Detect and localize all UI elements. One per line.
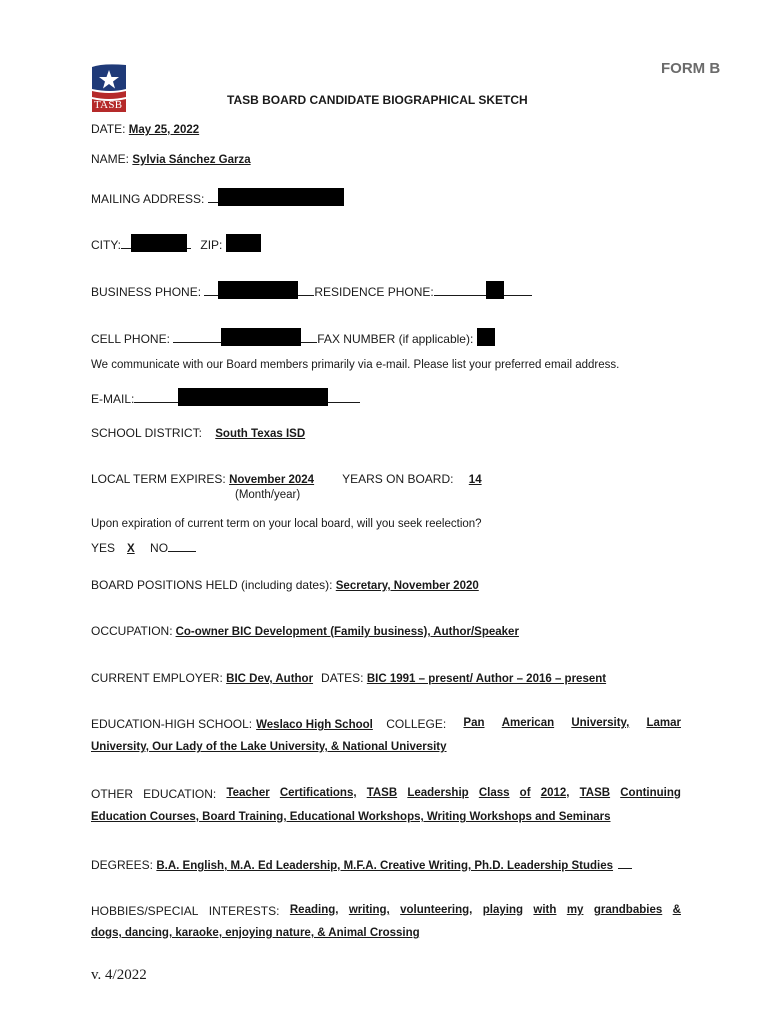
- phone-row: [91, 281, 532, 299]
- redacted-email: [178, 388, 328, 406]
- email-label: E-MAIL:: [91, 392, 135, 406]
- residence-phone-label: RESIDENCE PHONE:: [314, 285, 434, 299]
- cell-phone-label: CELL PHONE:: [91, 332, 170, 346]
- board-positions-label: BOARD POSITIONS HELD (including dates):: [91, 578, 333, 592]
- hobbies-word: &: [672, 904, 681, 916]
- redacted-residence-phone: [486, 281, 504, 299]
- current-employer-label: CURRENT EMPLOYER:: [91, 671, 223, 685]
- redacted-city: [131, 234, 187, 252]
- hobbies-line-2: dogs, dancing, karaoke, enjoying nature, & Animal Crossing: [91, 927, 420, 939]
- yes-mark: X: [127, 543, 135, 555]
- school-district-label: SCHOOL DISTRICT:: [91, 426, 202, 440]
- yes-label: YES: [91, 541, 116, 555]
- blank-line: [134, 391, 178, 403]
- dates-label: DATES:: [321, 671, 364, 685]
- college-word: American: [501, 717, 555, 729]
- blank-line: [504, 284, 532, 296]
- hobbies-line-1: [91, 904, 681, 918]
- school-district-value: South Texas ISD: [215, 428, 306, 440]
- zip-label: ZIP:: [200, 238, 223, 252]
- other-education-label-word: EDUCATION:: [143, 787, 217, 801]
- occupation-row: [91, 624, 519, 638]
- reelection-answer-row: [91, 540, 196, 555]
- page-title: TASB BOARD CANDIDATE BIOGRAPHICAL SKETCH: [227, 93, 528, 107]
- business-phone-label: BUSINESS PHONE:: [91, 285, 202, 299]
- form-label: FORM B: [661, 60, 721, 77]
- name-label: NAME:: [91, 152, 130, 166]
- other-education-word: TASB: [579, 787, 611, 799]
- blank-line: [121, 237, 131, 249]
- local-term-row: [91, 472, 510, 486]
- high-school-value: Weslaco High School: [256, 719, 373, 731]
- other-education-word: of: [519, 787, 531, 799]
- degrees-value: B.A. English, M.A. Ed Leadership, M.F.A. Creative Writing, Ph.D. Leadership Studies: [156, 860, 614, 872]
- hobbies-word: playing: [482, 904, 524, 916]
- college-word: Pan: [463, 717, 485, 729]
- blank-line: [187, 237, 191, 249]
- blank-line: [298, 284, 314, 296]
- college-value-line-2: University, Our Lady of the Lake University, & National University: [91, 741, 447, 753]
- blank-line: [208, 191, 218, 203]
- date-value: May 25, 2022: [128, 124, 200, 136]
- date-row: [91, 122, 199, 136]
- name-value: Sylvia Sánchez Garza: [132, 154, 251, 166]
- high-school-label: EDUCATION-HIGH SCHOOL:: [91, 717, 253, 731]
- no-label: NO: [150, 541, 169, 555]
- other-education-line-1: [91, 787, 681, 801]
- occupation-value: Co-owner BIC Development (Family business), Author/Speaker: [175, 626, 519, 638]
- blank-line: [173, 331, 221, 343]
- local-term-label: LOCAL TERM EXPIRES:: [91, 472, 226, 486]
- college-word: Lamar: [646, 717, 681, 729]
- other-education-word: Class: [478, 787, 510, 799]
- blank-line: [328, 391, 360, 403]
- redacted-zip: [226, 234, 261, 252]
- college-label: COLLEGE:: [386, 717, 447, 731]
- reelection-question: Upon expiration of current term on your local board, will you seek reelection?: [91, 518, 482, 530]
- years-on-board-value: 14: [468, 474, 482, 486]
- blank-line: [434, 284, 486, 296]
- email-note: We communicate with our Board members primarily via e-mail. Please list your preferred email address.: [91, 359, 620, 371]
- date-label: DATE:: [91, 122, 126, 136]
- month-year-hint: (Month/year): [235, 489, 301, 501]
- fax-label: FAX NUMBER (if applicable):: [317, 332, 474, 346]
- other-education-word: Continuing: [620, 787, 681, 799]
- other-education-word: 2012,: [540, 787, 570, 799]
- hobbies-word: Reading,: [289, 904, 339, 916]
- occupation-label: OCCUPATION:: [91, 624, 173, 638]
- hobbies-label-word: HOBBIES/SPECIAL: [91, 904, 199, 918]
- hobbies-word: writing,: [348, 904, 390, 916]
- city-zip-row: [91, 234, 261, 252]
- no-blank: [168, 540, 196, 552]
- hobbies-word: grandbabies: [593, 904, 663, 916]
- other-education-line-2: Education Courses, Board Training, Educational Workshops, Writing Workshops and Seminars: [91, 811, 611, 823]
- mailing-address-row: [91, 188, 344, 206]
- other-education-word: TASB: [366, 787, 398, 799]
- hobbies-word: volunteering,: [400, 904, 473, 916]
- school-district-row: [91, 426, 333, 440]
- board-positions-row: [91, 578, 479, 592]
- other-education-label-word: OTHER: [91, 787, 133, 801]
- blank-line: [204, 284, 218, 296]
- city-label: CITY:: [91, 238, 122, 252]
- hobbies-label-word: INTERESTS:: [208, 904, 280, 918]
- redacted-address: [218, 188, 344, 206]
- college-word: University,: [571, 717, 630, 729]
- other-education-word: Leadership: [407, 787, 469, 799]
- current-employer-row: [91, 671, 606, 685]
- mailing-address-label: MAILING ADDRESS:: [91, 192, 205, 206]
- other-education-word: Teacher: [226, 787, 270, 799]
- blank-line: [618, 857, 632, 869]
- name-row: [91, 152, 251, 166]
- degrees-label: DEGREES:: [91, 858, 154, 872]
- redacted-business-phone: [218, 281, 298, 299]
- blank-line: [301, 331, 317, 343]
- dates-value: BIC 1991 – present/ Author – 2016 – present: [366, 673, 607, 685]
- hobbies-word: with: [533, 904, 557, 916]
- email-row: [91, 388, 360, 406]
- redacted-fax: [477, 328, 495, 346]
- local-term-value: November 2024: [229, 474, 315, 486]
- current-employer-value: BIC Dev, Author: [226, 673, 314, 685]
- logo-text: TASB: [94, 99, 123, 111]
- degrees-row: [91, 857, 632, 872]
- hobbies-word: my: [566, 904, 584, 916]
- other-education-word: Certifications,: [279, 787, 357, 799]
- redacted-cell-phone: [221, 328, 301, 346]
- cell-fax-row: [91, 328, 495, 346]
- tasb-logo: [91, 63, 127, 113]
- board-positions-value: Secretary, November 2020: [335, 580, 479, 592]
- years-on-board-label: YEARS ON BOARD:: [342, 472, 454, 486]
- education-line-1: [91, 717, 681, 731]
- version-label: v. 4/2022: [91, 967, 147, 983]
